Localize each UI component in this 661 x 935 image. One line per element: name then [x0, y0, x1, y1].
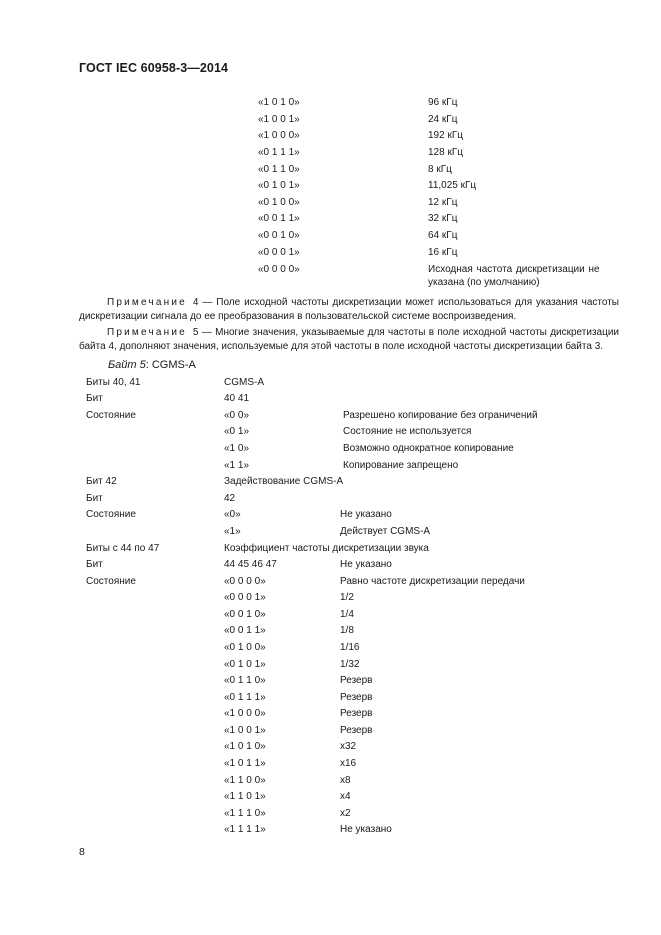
field-value: CGMS-A: [224, 377, 264, 388]
freq-code: «0 0 1 0»: [258, 230, 300, 241]
field-label: Состояние: [86, 509, 136, 520]
freq-value: 11,025 кГц: [428, 180, 477, 191]
field-meaning: Не указано: [340, 824, 392, 835]
field-meaning: x4: [340, 791, 351, 802]
freq-code: «1 0 0 0»: [258, 130, 300, 141]
field-meaning: Состояние не используется: [343, 426, 472, 437]
field-value: 42: [224, 493, 236, 504]
freq-value: 16 кГц: [428, 247, 458, 258]
field-meaning: x2: [340, 808, 351, 819]
freq-value: 12 кГц: [428, 197, 458, 208]
freq-code: «0 1 1 1»: [258, 147, 300, 158]
field-meaning: 1/2: [340, 592, 354, 603]
freq-value: 96 кГц: [428, 97, 458, 108]
field-value: «0 1 0 0»: [224, 642, 266, 653]
field-meaning: Резерв: [340, 708, 373, 719]
field-label: Состояние: [86, 410, 136, 421]
field-meaning: x32: [340, 741, 357, 752]
field-meaning: Равно частоте дискретизации передачи: [340, 576, 525, 587]
field-meaning: 1/16: [340, 642, 360, 653]
freq-code: «0 1 0 0»: [258, 197, 300, 208]
note-label: Примечание: [107, 297, 187, 308]
field-meaning: Резерв: [340, 675, 373, 686]
field-value: «0»: [224, 509, 241, 520]
field-value: «1 0 0 0»: [224, 708, 266, 719]
field-value: 40 41: [224, 393, 250, 404]
freq-code: «0 0 0 0»: [258, 264, 300, 275]
standard-title: ГОСТ IEC 60958-3—2014: [79, 61, 229, 75]
field-meaning: Не указано: [340, 509, 392, 520]
field-label: Состояние: [86, 576, 136, 587]
note-text: — Многие значения, указываемые для частоты в поле исходной частоты дискретизации байта 4, дополняют значения, используемые для этой частоты в поле исходной частоты дискретизации байта 3.: [79, 327, 619, 352]
field-meaning: Резерв: [340, 725, 373, 736]
field-meaning: Действует CGMS-A: [340, 526, 431, 537]
byte5-title: : CGMS-A: [145, 359, 196, 371]
field-value: Задействование CGMS-A: [224, 476, 344, 487]
field-meaning: Возможно однократное копирование: [343, 443, 514, 454]
freq-value-continued: указана (по умолчанию): [428, 277, 540, 288]
field-label: Бит 42: [86, 476, 117, 487]
field-value: «1 0 1 1»: [224, 758, 266, 769]
freq-value: 64 кГц: [428, 230, 458, 241]
note-4: [79, 296, 619, 324]
freq-code: «1 0 0 1»: [258, 114, 300, 125]
field-meaning: x16: [340, 758, 357, 769]
field-value: «0 1»: [224, 426, 250, 437]
freq-value: 32 кГц: [428, 213, 458, 224]
field-value: «1 1 0 0»: [224, 775, 266, 786]
note-5: [79, 326, 619, 354]
field-meaning: 1/4: [340, 609, 354, 620]
field-label: Бит: [86, 559, 103, 570]
field-meaning: Копирование запрещено: [343, 460, 459, 471]
freq-code: «0 1 1 0»: [258, 164, 300, 175]
note-number: 5: [192, 327, 199, 338]
field-value: «0 0 1 1»: [224, 625, 266, 636]
field-value: «0 1 1 1»: [224, 692, 266, 703]
field-meaning: 1/8: [340, 625, 354, 636]
field-value: «1 1»: [224, 460, 250, 471]
freq-value: Исходная частота дискретизации не: [428, 264, 600, 275]
note-label: Примечание: [107, 327, 187, 338]
field-value: Коэффициент частоты дискретизации звука: [224, 543, 429, 554]
field-value: «1 0 0 1»: [224, 725, 266, 736]
field-value: «1 1 0 1»: [224, 791, 266, 802]
field-meaning: Резерв: [340, 692, 373, 703]
page-number: 8: [79, 846, 85, 858]
field-value: «0 0»: [224, 410, 250, 421]
field-value: «0 1 1 0»: [224, 675, 266, 686]
field-label: Биты с 44 по 47: [86, 543, 160, 554]
field-value: «0 1 0 1»: [224, 659, 266, 670]
field-meaning: Разрешено копирование без ограничений: [343, 410, 538, 421]
field-value: «0 0 1 0»: [224, 609, 266, 620]
field-label: Бит: [86, 493, 103, 504]
freq-value: 24 кГц: [428, 114, 458, 125]
field-value: «1 0 1 0»: [224, 741, 266, 752]
field-value: 44 45 46 47: [224, 559, 277, 570]
freq-code: «0 0 0 1»: [258, 247, 300, 258]
freq-value: 8 кГц: [428, 164, 452, 175]
freq-value: 192 кГц: [428, 130, 463, 141]
field-label: Биты 40, 41: [86, 377, 141, 388]
field-meaning: 1/32: [340, 659, 360, 670]
byte5-label: Байт 5: [108, 359, 146, 371]
freq-value: 128 кГц: [428, 147, 463, 158]
note-text: — Поле исходной частоты дискретизации может использоваться для указания частоты дискретизации сигнала до ее преобразования в пользовательской системе воспроизведения.: [79, 297, 619, 322]
field-value: «1 1 1 0»: [224, 808, 266, 819]
byte5-heading: [108, 359, 196, 371]
freq-code: «1 0 1 0»: [258, 97, 300, 108]
field-value: «1»: [224, 526, 241, 537]
field-meaning: x8: [340, 775, 351, 786]
freq-code: «0 1 0 1»: [258, 180, 300, 191]
field-value: «0 0 0 0»: [224, 576, 266, 587]
field-meaning: Не указано: [340, 559, 392, 570]
note-number: 4: [192, 297, 199, 308]
field-value: «0 0 0 1»: [224, 592, 266, 603]
field-value: «1 0»: [224, 443, 250, 454]
field-value: «1 1 1 1»: [224, 824, 266, 835]
freq-code: «0 0 1 1»: [258, 213, 300, 224]
field-label: Бит: [86, 393, 103, 404]
